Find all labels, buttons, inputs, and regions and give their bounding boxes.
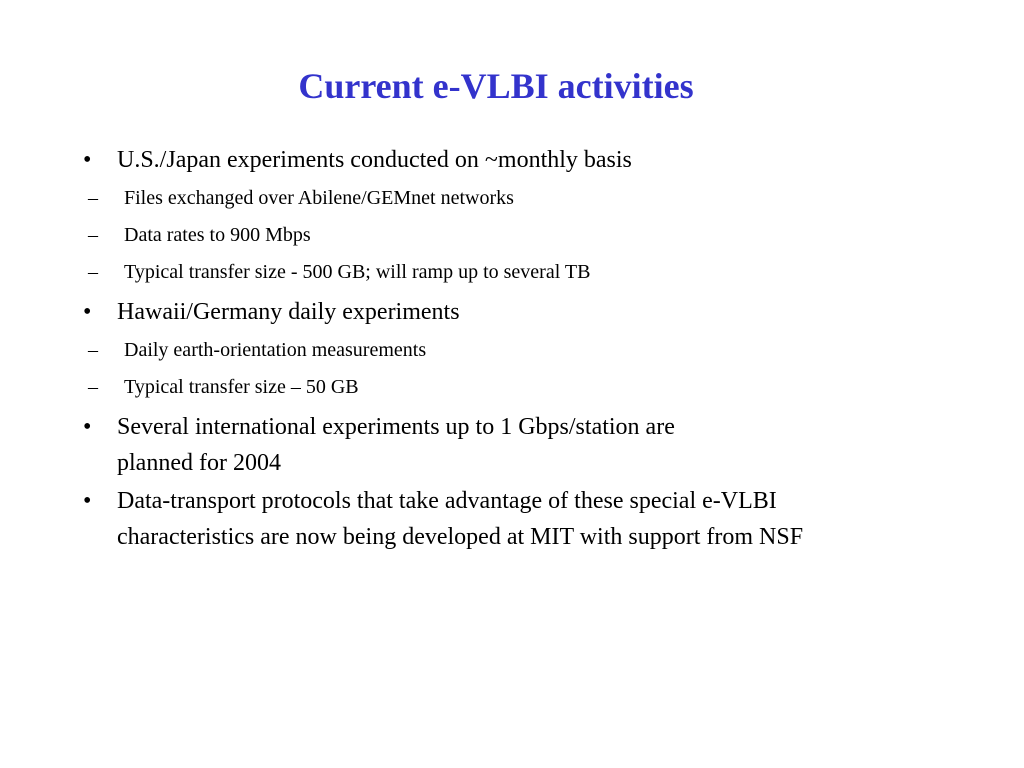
- dash-icon: –: [88, 376, 98, 398]
- bullet-item-data-transport: [78, 483, 958, 555]
- bullet-icon: •: [83, 414, 92, 440]
- bullet-icon: •: [83, 147, 92, 173]
- bullet-text-line: Data-transport protocols that take advantage of these special e-VLBI: [117, 488, 777, 514]
- sub-list-hawaii-germany: [78, 332, 958, 406]
- sub-item-text: Files exchanged over Abilene/GEMnet networks: [124, 187, 514, 209]
- sub-item: [78, 332, 958, 369]
- bullet-text-line: planned for 2004: [117, 450, 281, 476]
- sub-item: [78, 254, 958, 291]
- sub-item-text: Typical transfer size – 50 GB: [124, 376, 359, 398]
- bullet-icon: •: [83, 488, 92, 514]
- dash-icon: –: [88, 339, 98, 361]
- sub-item-text: Data rates to 900 Mbps: [124, 224, 311, 246]
- bullet-icon: •: [83, 299, 92, 325]
- dash-icon: –: [88, 187, 98, 209]
- bullet-list: [78, 142, 958, 557]
- sub-item-text: Daily earth-orientation measurements: [124, 339, 427, 361]
- slide-title: Current e-VLBI activities: [298, 66, 694, 106]
- bullet-item-us-japan: [78, 142, 958, 178]
- bullet-text: U.S./Japan experiments conducted on ~monthly basis: [117, 147, 632, 173]
- dash-icon: –: [88, 261, 98, 283]
- bullet-item-international: [78, 409, 958, 481]
- sub-item: [78, 217, 958, 254]
- sub-item: [78, 369, 958, 406]
- dash-icon: –: [88, 224, 98, 246]
- bullet-text-line: characteristics are now being developed at MIT with support from NSF: [117, 524, 804, 550]
- bullet-text-line: Several international experiments up to 1 Gbps/station are: [117, 414, 675, 440]
- sub-list-us-japan: [78, 180, 958, 291]
- bullet-text: Hawaii/Germany daily experiments: [117, 299, 460, 325]
- sub-item: [78, 180, 958, 217]
- bullet-item-hawaii-germany: [78, 294, 958, 330]
- sub-item-text: Typical transfer size - 500 GB; will ramp up to several TB: [124, 261, 591, 283]
